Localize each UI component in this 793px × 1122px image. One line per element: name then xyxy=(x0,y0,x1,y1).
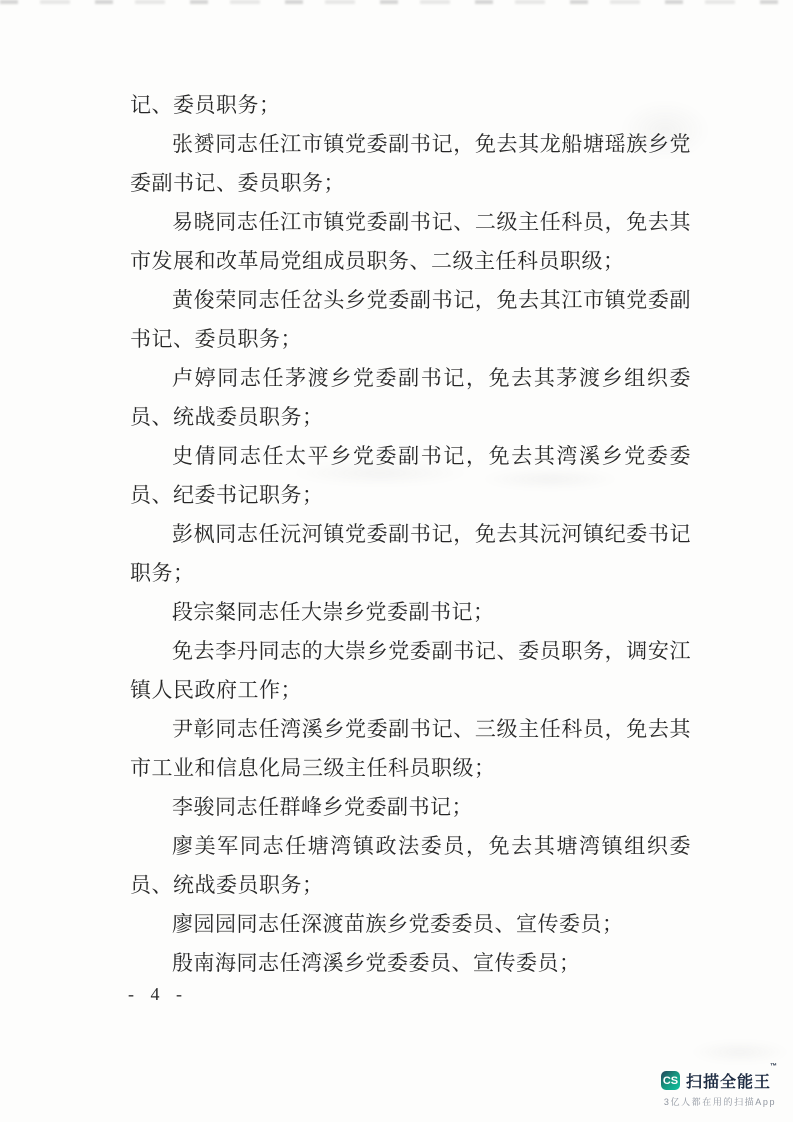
scan-artifact xyxy=(690,1040,790,1064)
doc-paragraph: 卢婷同志任茅渡乡党委副书记，免去其茅渡乡组织委员、统战委员职务； xyxy=(130,366,691,429)
watermark-tagline: 3亿人都在用的扫描App xyxy=(663,1097,777,1107)
doc-paragraph: 段宗粲同志任大崇乡党委副书记； xyxy=(172,600,495,624)
brand-name: 扫描全能王 xyxy=(685,1074,771,1091)
doc-paragraph: 李骏同志任群峰乡党委副书记； xyxy=(172,795,473,819)
doc-paragraph: 易晓同志任江市镇党委副书记、二级主任科员，免去其市发展和改革局党组成员职务、二级主任科员职级； xyxy=(130,210,691,273)
doc-paragraph: 记、委员职务； xyxy=(130,93,281,117)
trademark-mark: ™ xyxy=(770,1063,778,1070)
doc-paragraph: 免去李丹同志的大崇乡党委副书记、委员职务，调安江镇人民政府工作； xyxy=(130,639,691,702)
doc-paragraph: 张赟同志任江市镇党委副书记，免去其龙船塘瑶族乡党委副书记、委员职务； xyxy=(130,132,691,195)
page-number: - 4 - xyxy=(128,984,188,1004)
doc-paragraph: 史倩同志任太平乡党委副书记，免去其湾溪乡党委委员、纪委书记职务； xyxy=(130,444,691,507)
doc-paragraph: 廖园园同志任深渡苗族乡党委委员、宣传委员； xyxy=(172,912,624,936)
watermark-brand-text xyxy=(685,1063,779,1092)
doc-paragraph: 尹彰同志任湾溪乡党委副书记、三级主任科员，免去其市工业和信息化局三级主任科员职级； xyxy=(130,717,691,780)
camscanner-logo-icon: CS xyxy=(661,1071,680,1090)
scan-edge-artifact xyxy=(0,0,793,4)
doc-paragraph: 殷南海同志任湾溪乡党委委员、宣传委员； xyxy=(172,951,581,975)
document-text-block xyxy=(130,86,691,983)
doc-paragraph: 彭枫同志任沅河镇党委副书记，免去其沅河镇纪委书记职务； xyxy=(130,522,691,585)
camscanner-watermark xyxy=(661,1063,779,1108)
doc-paragraph: 廖美军同志任塘湾镇政法委员，免去其塘湾镇组织委员、统战委员职务； xyxy=(130,834,691,897)
doc-paragraph: 黄俊荣同志任岔头乡党委副书记，免去其江市镇党委副书记、委员职务； xyxy=(130,288,691,351)
